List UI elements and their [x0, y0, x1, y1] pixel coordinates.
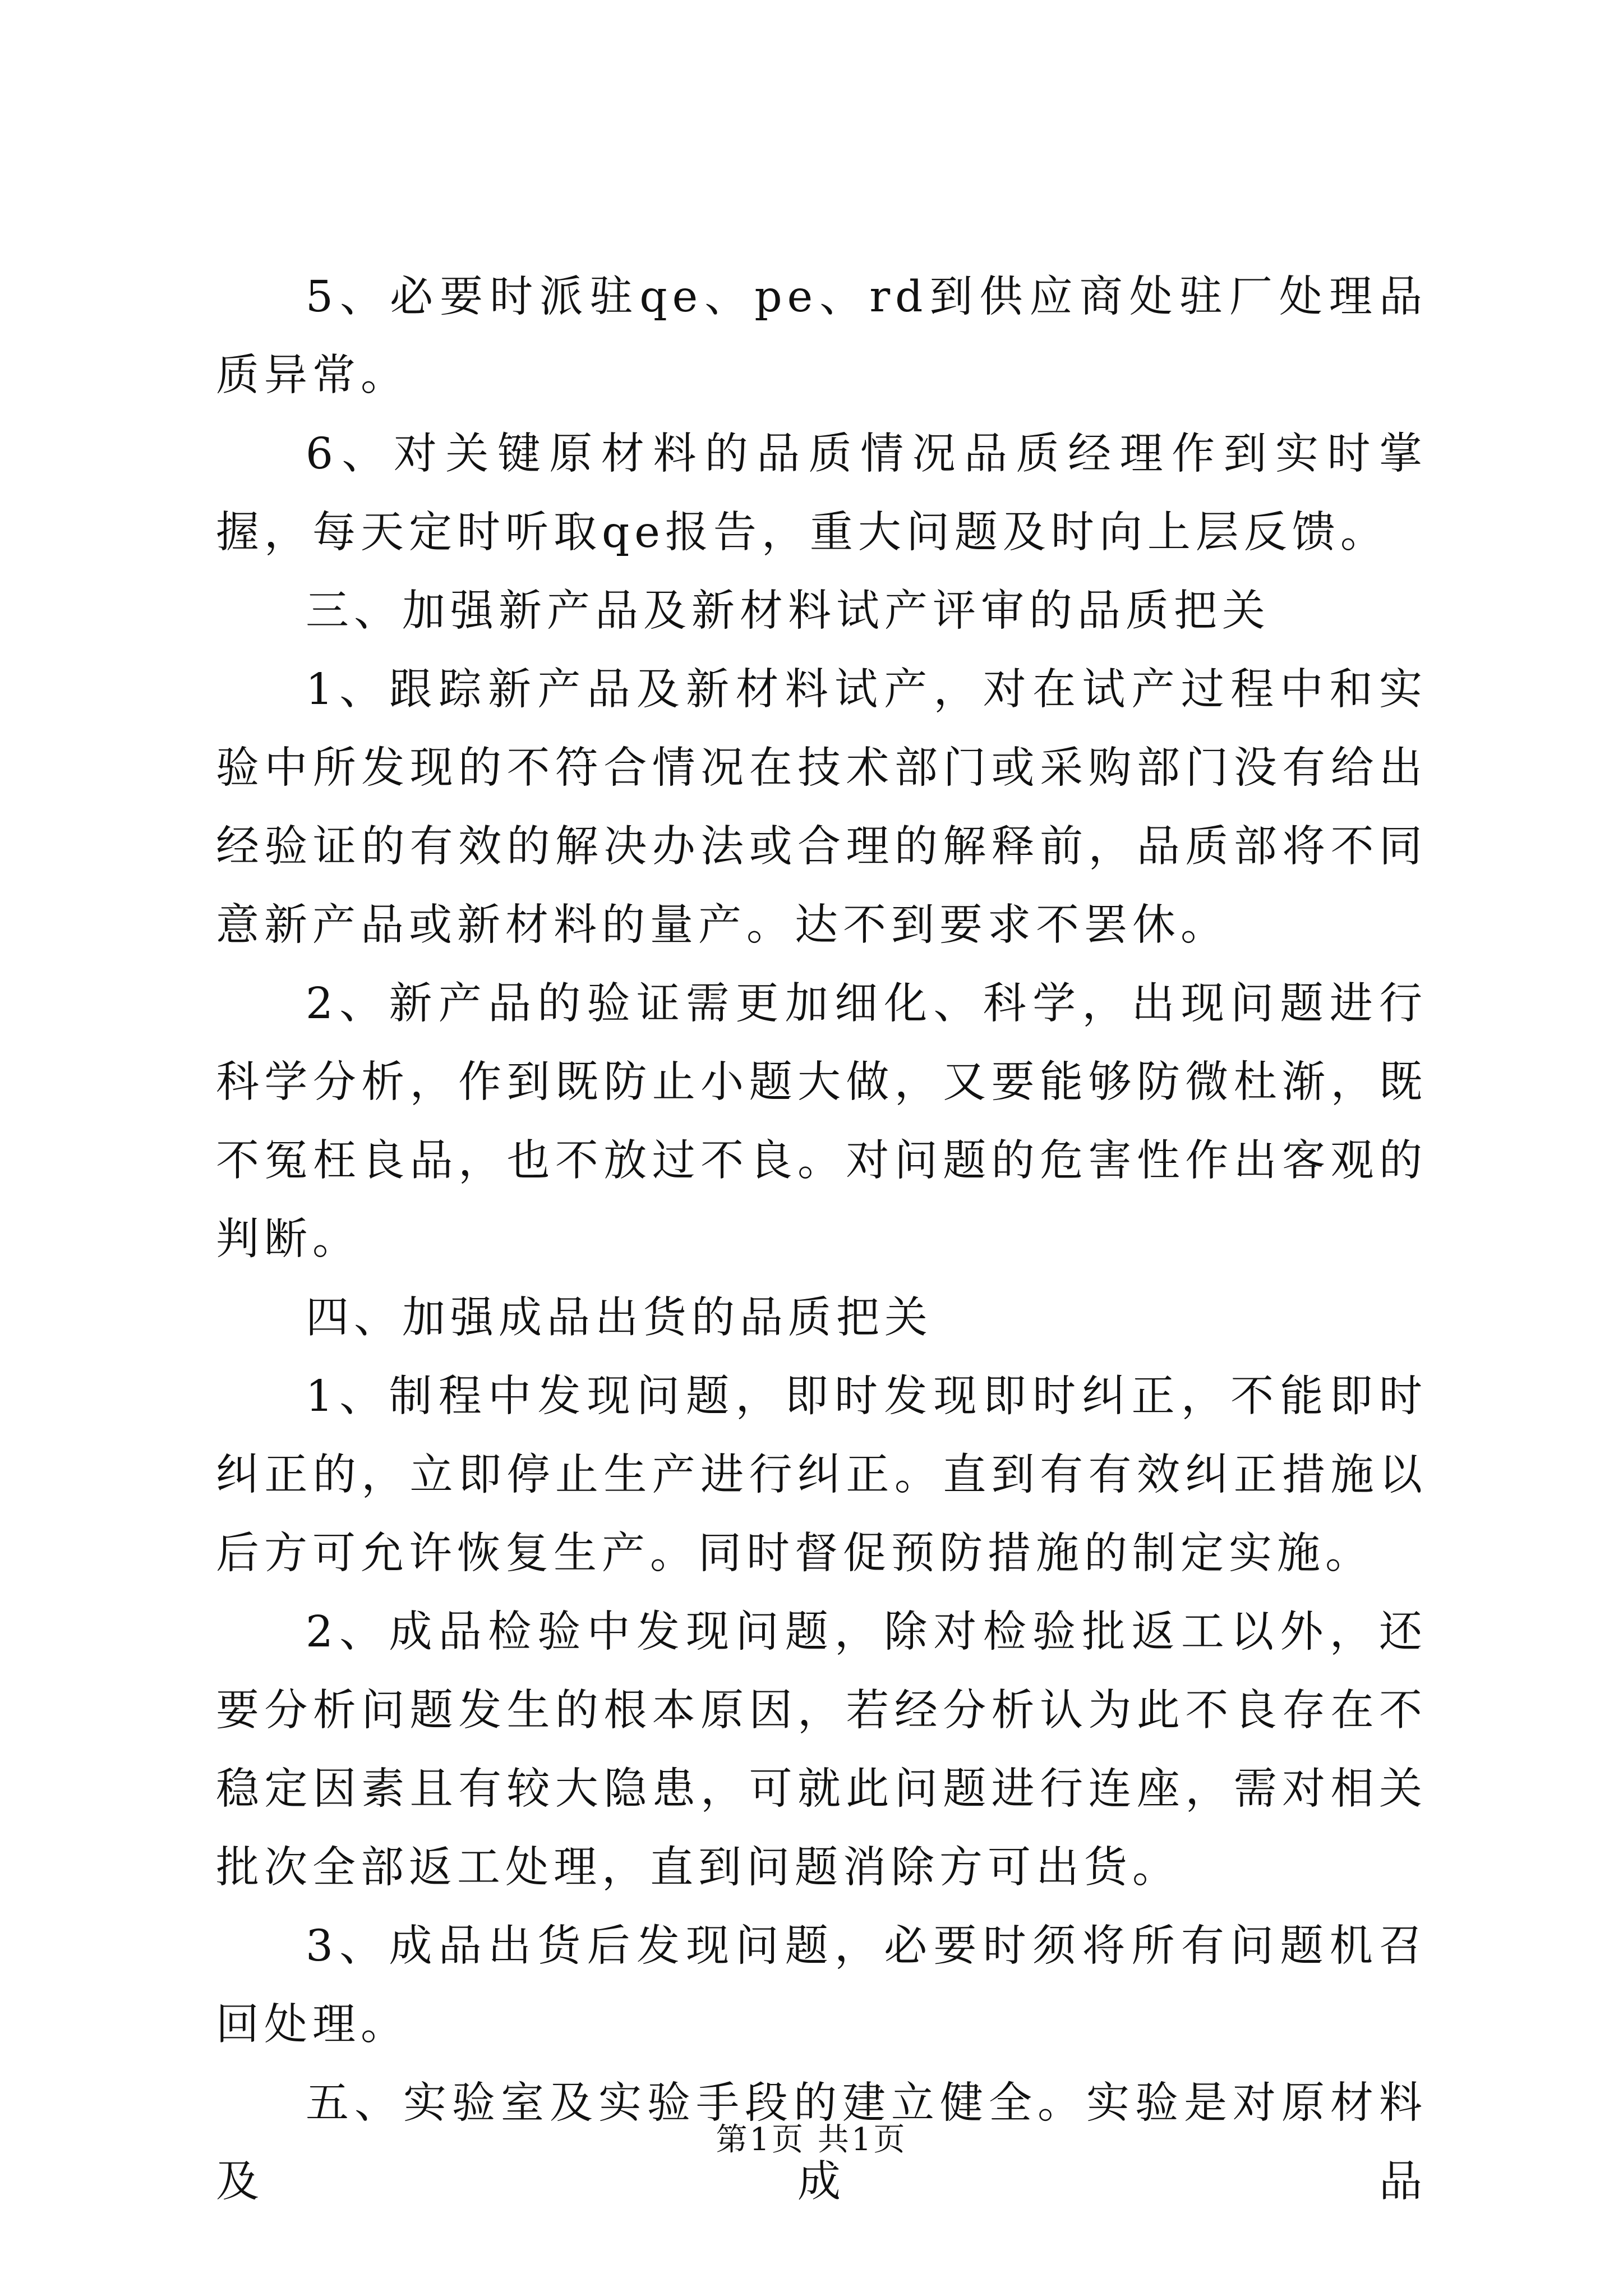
paragraph-4-1-process-issues: 1、制程中发现问题，即时发现即时纠正，不能即时纠正的，立即停止生产进行纠正。直到有有效纠正措施以后方可允许恢复生产。同时督促预防措施的制定实施。 — [216, 1372, 1427, 1579]
section-heading-4: 四、加强成品出货的品质把关 — [306, 1293, 933, 1343]
paragraph-5-onsite-staff: 5、必要时派驻qe、pe、rd到供应商处驻厂处理品质异常。 — [216, 272, 1427, 401]
paragraph-6-key-materials: 6、对关键原材料的品质情况品质经理作到实时掌握，每天定时听取qe报告，重大问题及时向上层反馈。 — [216, 429, 1427, 558]
page-footer: 第1页 共1页 — [716, 2122, 907, 2158]
paragraph-3-2-verification: 2、新产品的验证需更加细化、科学，出现问题进行科学分析，作到既防止小题大做，又要能够防微杜渐，既不冤枉良品，也不放过不良。对问题的危害性作出客观的判断。 — [216, 979, 1427, 1264]
paragraph-4-2-inspection-issues: 2、成品检验中发现问题，除对检验批返工以外，还要分析问题发生的根本原因，若经分析认为此不良存在不稳定因素且有较大隐患，可就此问题进行连座，需对相关批次全部返工处理，直到问题消除方可出货。 — [216, 1607, 1427, 1893]
document-body — [216, 258, 1427, 2221]
paragraph-3-1-trial-tracking: 1、跟踪新产品及新材料试产，对在试产过程中和实验中所发现的不符合情况在技术部门或采购部门没有给出经验证的有效的解决办法或合理的解释前，品质部将不同意新产品或新材料的量产。达不到要求不罢休。 — [216, 665, 1427, 950]
paragraph-4-3-recall: 3、成品出货后发现问题，必要时须将所有问题机召回处理。 — [216, 1921, 1427, 2050]
section-heading-3: 三、加强新产品及新材料试产评审的品质把关 — [306, 586, 1270, 636]
section-heading-5: 五、实验室及实验手段的建立健全。实验是对原材料及成品 — [216, 2078, 1427, 2207]
